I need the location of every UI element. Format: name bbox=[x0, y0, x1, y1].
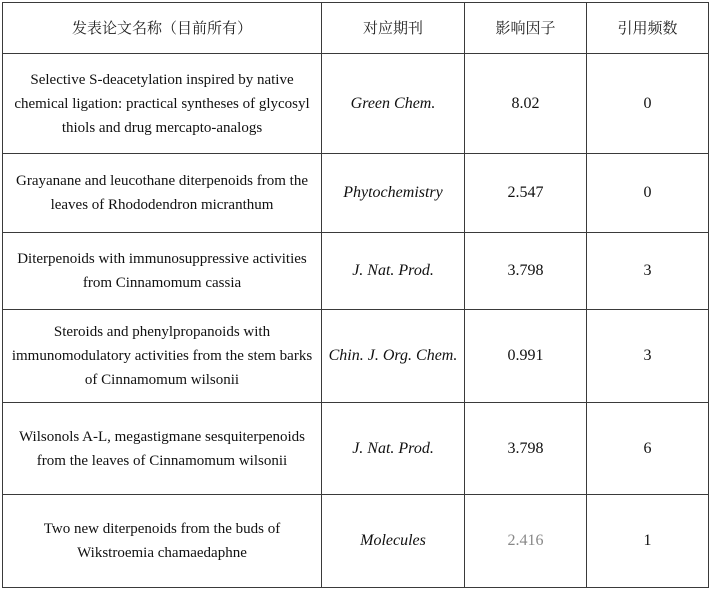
impact-factor-cell: 3.798 bbox=[465, 403, 587, 495]
impact-factor-cell: 3.798 bbox=[465, 233, 587, 310]
table-row bbox=[3, 403, 709, 495]
header-impact-factor: 影响因子 bbox=[465, 3, 587, 54]
citations-cell: 3 bbox=[587, 233, 709, 310]
header-citations: 引用频数 bbox=[587, 3, 709, 54]
table-row bbox=[3, 310, 709, 403]
paper-title-cell: Diterpenoids with immunosuppressive activities from Cinnamomum cassia bbox=[3, 233, 322, 310]
table-row bbox=[3, 54, 709, 154]
journal-cell: Chin. J. Org. Chem. bbox=[322, 310, 465, 403]
citations-cell: 6 bbox=[587, 403, 709, 495]
table-row bbox=[3, 233, 709, 310]
table-header-row bbox=[3, 3, 709, 54]
journal-cell: Molecules bbox=[322, 495, 465, 588]
citations-cell: 0 bbox=[587, 54, 709, 154]
publications-table bbox=[2, 2, 709, 588]
paper-title-cell: Two new diterpenoids from the buds of Wikstroemia chamaedaphne bbox=[3, 495, 322, 588]
impact-factor-cell: 0.991 bbox=[465, 310, 587, 403]
table-row bbox=[3, 495, 709, 588]
paper-title-cell: Selective S-deacetylation inspired by native chemical ligation: practical syntheses of glycosyl thiols and drug mercapto-analogs bbox=[3, 54, 322, 154]
paper-title-cell: Grayanane and leucothane diterpenoids from the leaves of Rhododendron micranthum bbox=[3, 154, 322, 233]
impact-factor-cell: 8.02 bbox=[465, 54, 587, 154]
citations-cell: 1 bbox=[587, 495, 709, 588]
journal-cell: Green Chem. bbox=[322, 54, 465, 154]
header-journal: 对应期刊 bbox=[322, 3, 465, 54]
header-paper-title: 发表论文名称（目前所有） bbox=[3, 3, 322, 54]
journal-cell: J. Nat. Prod. bbox=[322, 233, 465, 310]
impact-factor-cell: 2.416 bbox=[465, 495, 587, 588]
paper-title-cell: Wilsonols A-L, megastigmane sesquiterpenoids from the leaves of Cinnamomum wilsonii bbox=[3, 403, 322, 495]
paper-title-cell: Steroids and phenylpropanoids with immunomodulatory activities from the stem barks of Cinnamomum wilsonii bbox=[3, 310, 322, 403]
journal-cell: J. Nat. Prod. bbox=[322, 403, 465, 495]
citations-cell: 3 bbox=[587, 310, 709, 403]
citations-cell: 0 bbox=[587, 154, 709, 233]
table-row bbox=[3, 154, 709, 233]
journal-cell: Phytochemistry bbox=[322, 154, 465, 233]
impact-factor-cell: 2.547 bbox=[465, 154, 587, 233]
